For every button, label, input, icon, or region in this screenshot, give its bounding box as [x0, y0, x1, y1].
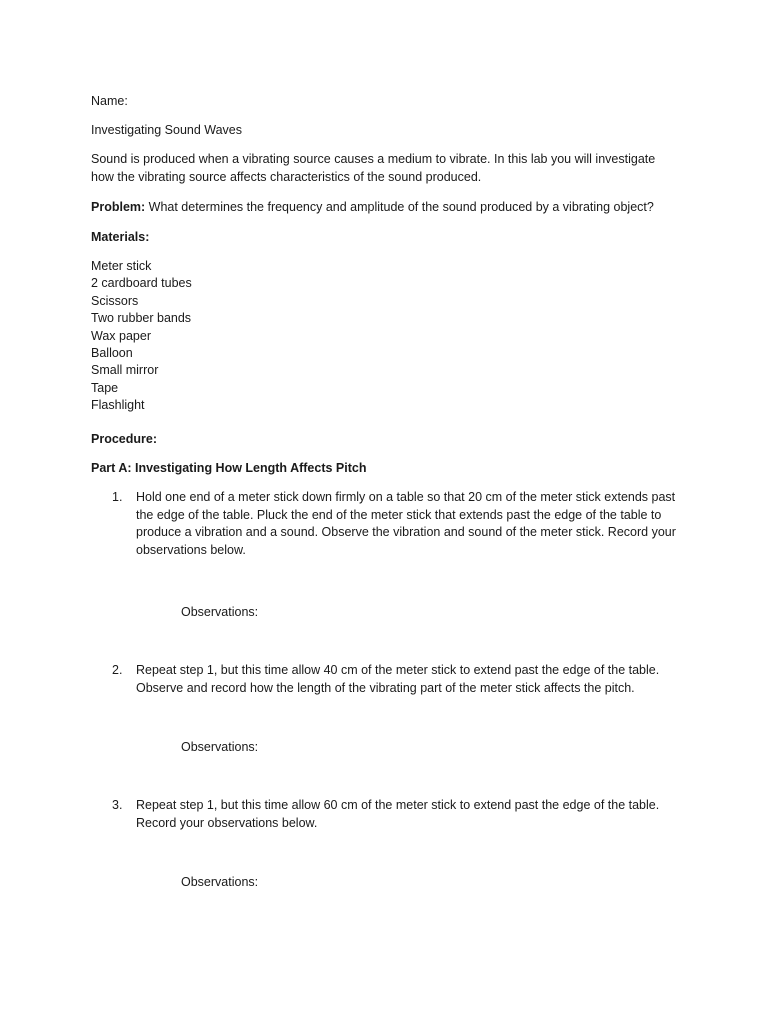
list-item: Meter stick	[91, 259, 152, 273]
step-text: Repeat step 1, but this time allow 60 cm of the meter stick to extend past the edge of the table. Record your observations below.	[136, 798, 660, 830]
part-a-heading: Part A: Investigating How Length Affects Pitch	[91, 461, 367, 475]
observations-label-1: Observations:	[181, 605, 259, 619]
procedure-step-2	[112, 662, 687, 702]
procedure-heading: Procedure:	[91, 432, 157, 446]
step-number: 1.	[112, 490, 123, 504]
problem-label: Problem:	[91, 200, 146, 214]
list-item: Flashlight	[91, 398, 145, 413]
list-item: Tape	[91, 380, 119, 395]
intro-paragraph: Sound is produced when a vibrating source causes a medium to vibrate. In this lab you will investigate how the vibrating source affects characteristics of the sound produced.	[91, 152, 656, 184]
observations-label-2: Observations:	[181, 740, 259, 754]
document-title: Investigating Sound Waves	[91, 123, 243, 137]
materials-heading: Materials:	[91, 230, 150, 244]
step-number: 2.	[112, 663, 123, 677]
name-label: Name:	[91, 94, 128, 108]
materials-list	[91, 258, 681, 415]
procedure-step-1	[112, 489, 687, 569]
step-text: Hold one end of a meter stick down firmly on a table so that 20 cm of the meter stick extends past the edge of the table. Pluck the end of the meter stick that extends past the edge of the table to produce a vibration and a sound. Observe the vibration and sound of the meter stick. Record your observations below.	[136, 490, 676, 557]
observations-label-3: Observations:	[181, 875, 259, 889]
step-number: 3.	[112, 798, 123, 812]
list-item: 2 cardboard tubes	[91, 276, 192, 291]
procedure-step-3	[112, 797, 687, 837]
list-item: Wax paper	[91, 328, 151, 343]
step-text: Repeat step 1, but this time allow 40 cm of the meter stick to extend past the edge of the table. Observe and record how the length of the vibrating part of the meter stick affects the pitch.	[136, 663, 660, 695]
list-item: Two rubber bands	[91, 311, 192, 326]
list-item: Balloon	[91, 345, 133, 360]
problem-text: What determines the frequency and amplitude of the sound produced by a vibrating object?	[145, 200, 654, 214]
problem-statement	[91, 199, 691, 217]
list-item: Scissors	[91, 293, 139, 308]
list-item: Small mirror	[91, 363, 159, 378]
